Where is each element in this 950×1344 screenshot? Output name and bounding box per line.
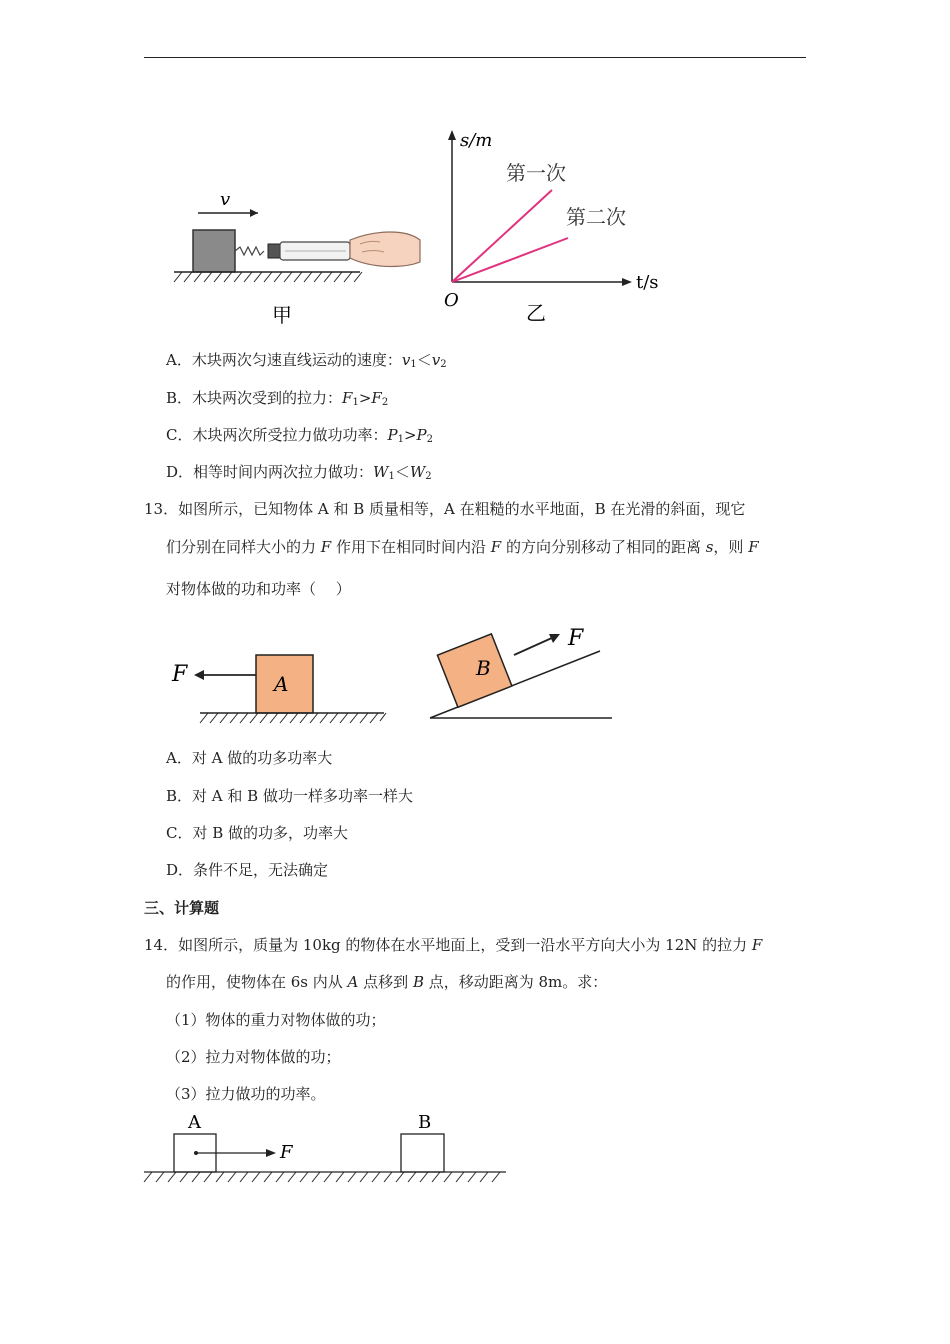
header-rule [144, 57, 806, 58]
q13-option-c: C．对 B 做的功多，功率大 [166, 824, 349, 842]
hook [235, 247, 264, 255]
q12-option-c: C．木块两次所受拉力做功功率：$P_1>P_2$ [166, 426, 433, 445]
wood-block [193, 230, 235, 272]
q14-subq-2: （2）拉力对物体做的功； [166, 1048, 341, 1066]
line-first [452, 190, 552, 282]
velocity-label: v [220, 189, 231, 210]
fig-yi [444, 130, 659, 325]
svg-text:A: A [188, 1112, 201, 1133]
q13-option-b: B．对 A 和 B 做功一样多功率一样大 [166, 787, 413, 805]
line-second-label: 第二次 [566, 205, 626, 229]
block-a-diagram [171, 655, 386, 723]
line-first-label: 第一次 [506, 161, 566, 185]
x-axis-label: t/s [636, 272, 659, 293]
q13-option-d: D．条件不足，无法确定 [166, 861, 329, 879]
q13-stem-line2: 们分别在同样大小的力 F 作用下在相同时间内沿 F 的方向分别移动了相同的距离 s，则 F [166, 538, 759, 556]
origin-label: O [444, 290, 459, 311]
q12-figure [160, 120, 680, 330]
svg-text:B: B [476, 656, 491, 680]
q12-option-d: D．相等时间内两次拉力做功：$W_1<W_2$ [166, 463, 432, 482]
q14-figure [140, 1108, 512, 1188]
q13-figure [160, 615, 630, 735]
q12-option-a: A．木块两次匀速直线运动的速度：$v_1<v_2$ [166, 351, 447, 370]
block-b-diagram [430, 626, 612, 718]
q14-subq-1: （1）物体的重力对物体做的功； [166, 1011, 386, 1029]
q12-option-b: B．木块两次受到的拉力：$F_1>F_2$ [166, 389, 389, 408]
hand-icon [350, 232, 420, 267]
position-b-box [401, 1134, 444, 1172]
svg-text:B: B [418, 1112, 432, 1133]
section-heading: 三、计算题 [144, 899, 220, 917]
q13-option-a: A．对 A 做的功多功率大 [166, 749, 333, 767]
fig-jia [174, 189, 420, 327]
svg-text:F: F [172, 662, 188, 687]
svg-text:F: F [280, 1142, 293, 1163]
y-axis-label: s/m [460, 130, 493, 151]
q13-stem-line1: 13．如图所示，已知物体 A 和 B 质量相等，A 在粗糙的水平地面，B 在光滑的斜面，现它 [144, 500, 746, 518]
q14-stem-line2: 的作用，使物体在 6s 内从 A 点移到 B 点，移动距离为 8m。求： [166, 973, 608, 991]
line-second [452, 238, 568, 282]
q14-stem-line1: 14．如图所示，质量为 10kg 的物体在水平地面上，受到一沿水平方向大小为 12N 的拉力 F [144, 936, 763, 954]
svg-text:F: F [568, 626, 584, 651]
svg-text:A: A [274, 672, 289, 696]
q14-subq-3: （3）拉力做功的功率。 [166, 1085, 326, 1103]
q13-stem-line3: 对物体做的功和功率（ ） [166, 580, 351, 598]
caption-jia: 甲 [272, 303, 292, 327]
caption-yi: 乙 [526, 301, 546, 325]
block-b [437, 634, 511, 707]
